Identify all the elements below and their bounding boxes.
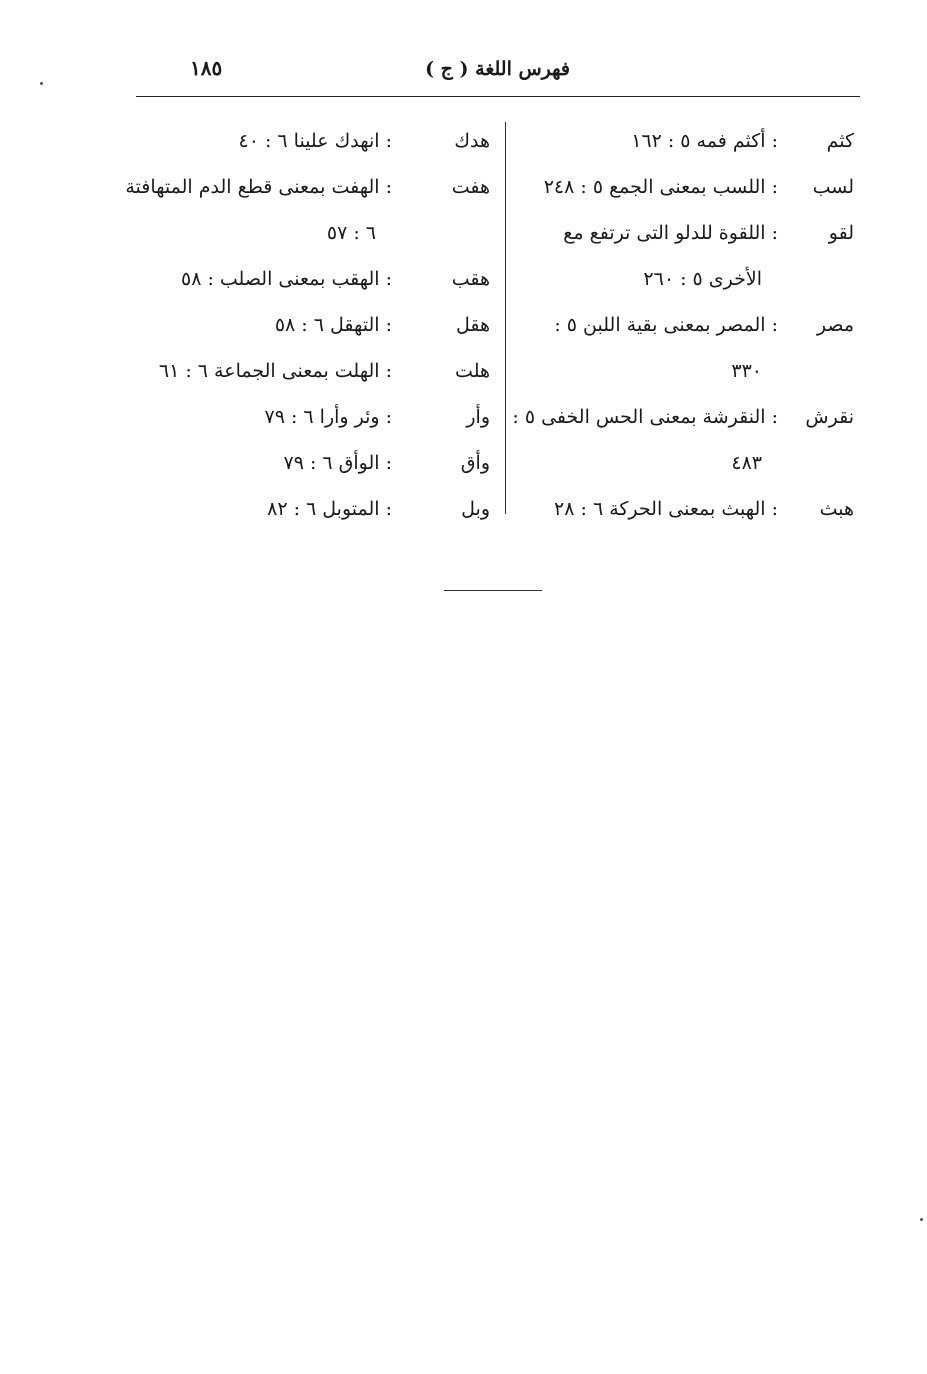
index-entry: [512, 394, 860, 486]
entry-headword: لقو: [828, 222, 854, 244]
gloss-line: : اللسب بمعنى الجمع ٥ : ٢٤٨: [543, 176, 778, 198]
entry-headword: وأق: [460, 452, 490, 474]
index-entry: [520, 210, 860, 302]
header-rule: [136, 96, 860, 97]
section-end-rule: [444, 590, 542, 591]
entry-headword: هبث: [819, 498, 854, 520]
gloss-line: : انهدك علينا ٦ : ٤٠: [238, 130, 392, 152]
entry-headword: لسب: [812, 176, 854, 198]
gloss-line: : المتوبل ٦ : ٨٢: [267, 498, 392, 520]
gloss-line: : المصر بمعنى بقية اللبن ٥ :: [554, 314, 778, 336]
index-entry: [136, 440, 496, 486]
entry-headword: هقل: [455, 314, 490, 336]
index-column-right: [512, 118, 860, 532]
gloss-line: : الهقب بمعنى الصلب : ٥٨: [180, 268, 392, 290]
gloss-line: : الهلت بمعنى الجماعة ٦ : ٦١: [158, 360, 392, 382]
entry-gloss: [520, 164, 778, 210]
gloss-line: ٦ : ٥٧: [326, 222, 376, 244]
entry-gloss: [512, 394, 778, 486]
column-divider: [505, 122, 506, 514]
gloss-line: : النقرشة بمعنى الحس الخفى ٥ :: [512, 406, 778, 428]
index-entry: [136, 118, 496, 164]
entry-gloss: [136, 440, 392, 486]
gloss-line: : الوأق ٦ : ٧٩: [283, 452, 392, 474]
entry-headword: هفت: [451, 176, 490, 198]
gloss-line: : وئر وأرا ٦ : ٧٩: [264, 406, 392, 428]
gloss-line: : أكثم فمه ٥ : ١٦٢: [631, 130, 778, 152]
entry-headword: هلت: [455, 360, 490, 382]
page-number: ١٨٥: [190, 56, 223, 80]
entry-headword: هدك: [454, 130, 490, 152]
entry-gloss: [520, 118, 778, 164]
entry-gloss: [136, 394, 392, 440]
entry-gloss: [520, 302, 778, 394]
gloss-line: الأخرى ٥ : ٢٦٠: [643, 268, 762, 290]
entry-gloss: [136, 348, 392, 394]
index-entry: [125, 164, 496, 256]
entry-headword: نقرش: [805, 406, 854, 428]
running-head: [136, 52, 860, 92]
scan-speck: [920, 1218, 923, 1221]
index-entry: [520, 118, 860, 164]
index-entry: [136, 486, 496, 532]
entry-gloss: [136, 302, 392, 348]
entry-gloss: [125, 164, 392, 256]
gloss-line: : اللقوة للدلو التى ترتفع مع: [563, 222, 778, 244]
gloss-line: ٣٣٠: [731, 360, 762, 382]
index-entry: [136, 394, 496, 440]
entry-gloss: [520, 486, 778, 532]
index-entry: [136, 348, 496, 394]
entry-gloss: [520, 210, 778, 302]
entry-gloss: [136, 256, 392, 302]
entry-gloss: [136, 118, 392, 164]
entry-headword: كثم: [826, 130, 854, 152]
index-entry: [520, 164, 860, 210]
index-column-left: [125, 118, 496, 532]
entry-headword: مصر: [816, 314, 854, 336]
gloss-line: : الهفت بمعنى قطع الدم المتهافتة: [125, 176, 392, 198]
entry-gloss: [136, 486, 392, 532]
entry-headword: هقب: [451, 268, 490, 290]
index-entry: [136, 302, 496, 348]
scan-speck: [40, 82, 43, 85]
entry-headword: وبل: [461, 498, 490, 520]
gloss-line: ٤٨٣: [731, 452, 762, 474]
gloss-line: : الهبث بمعنى الحركة ٦ : ٢٨: [554, 498, 778, 520]
index-entry: [520, 486, 860, 532]
entry-headword: وأر: [466, 406, 490, 428]
page-title: فهرس اللغة ( ج ): [425, 58, 570, 80]
gloss-line: : التهقل ٦ : ٥٨: [274, 314, 392, 336]
index-entry: [520, 302, 860, 394]
index-entry: [136, 256, 496, 302]
